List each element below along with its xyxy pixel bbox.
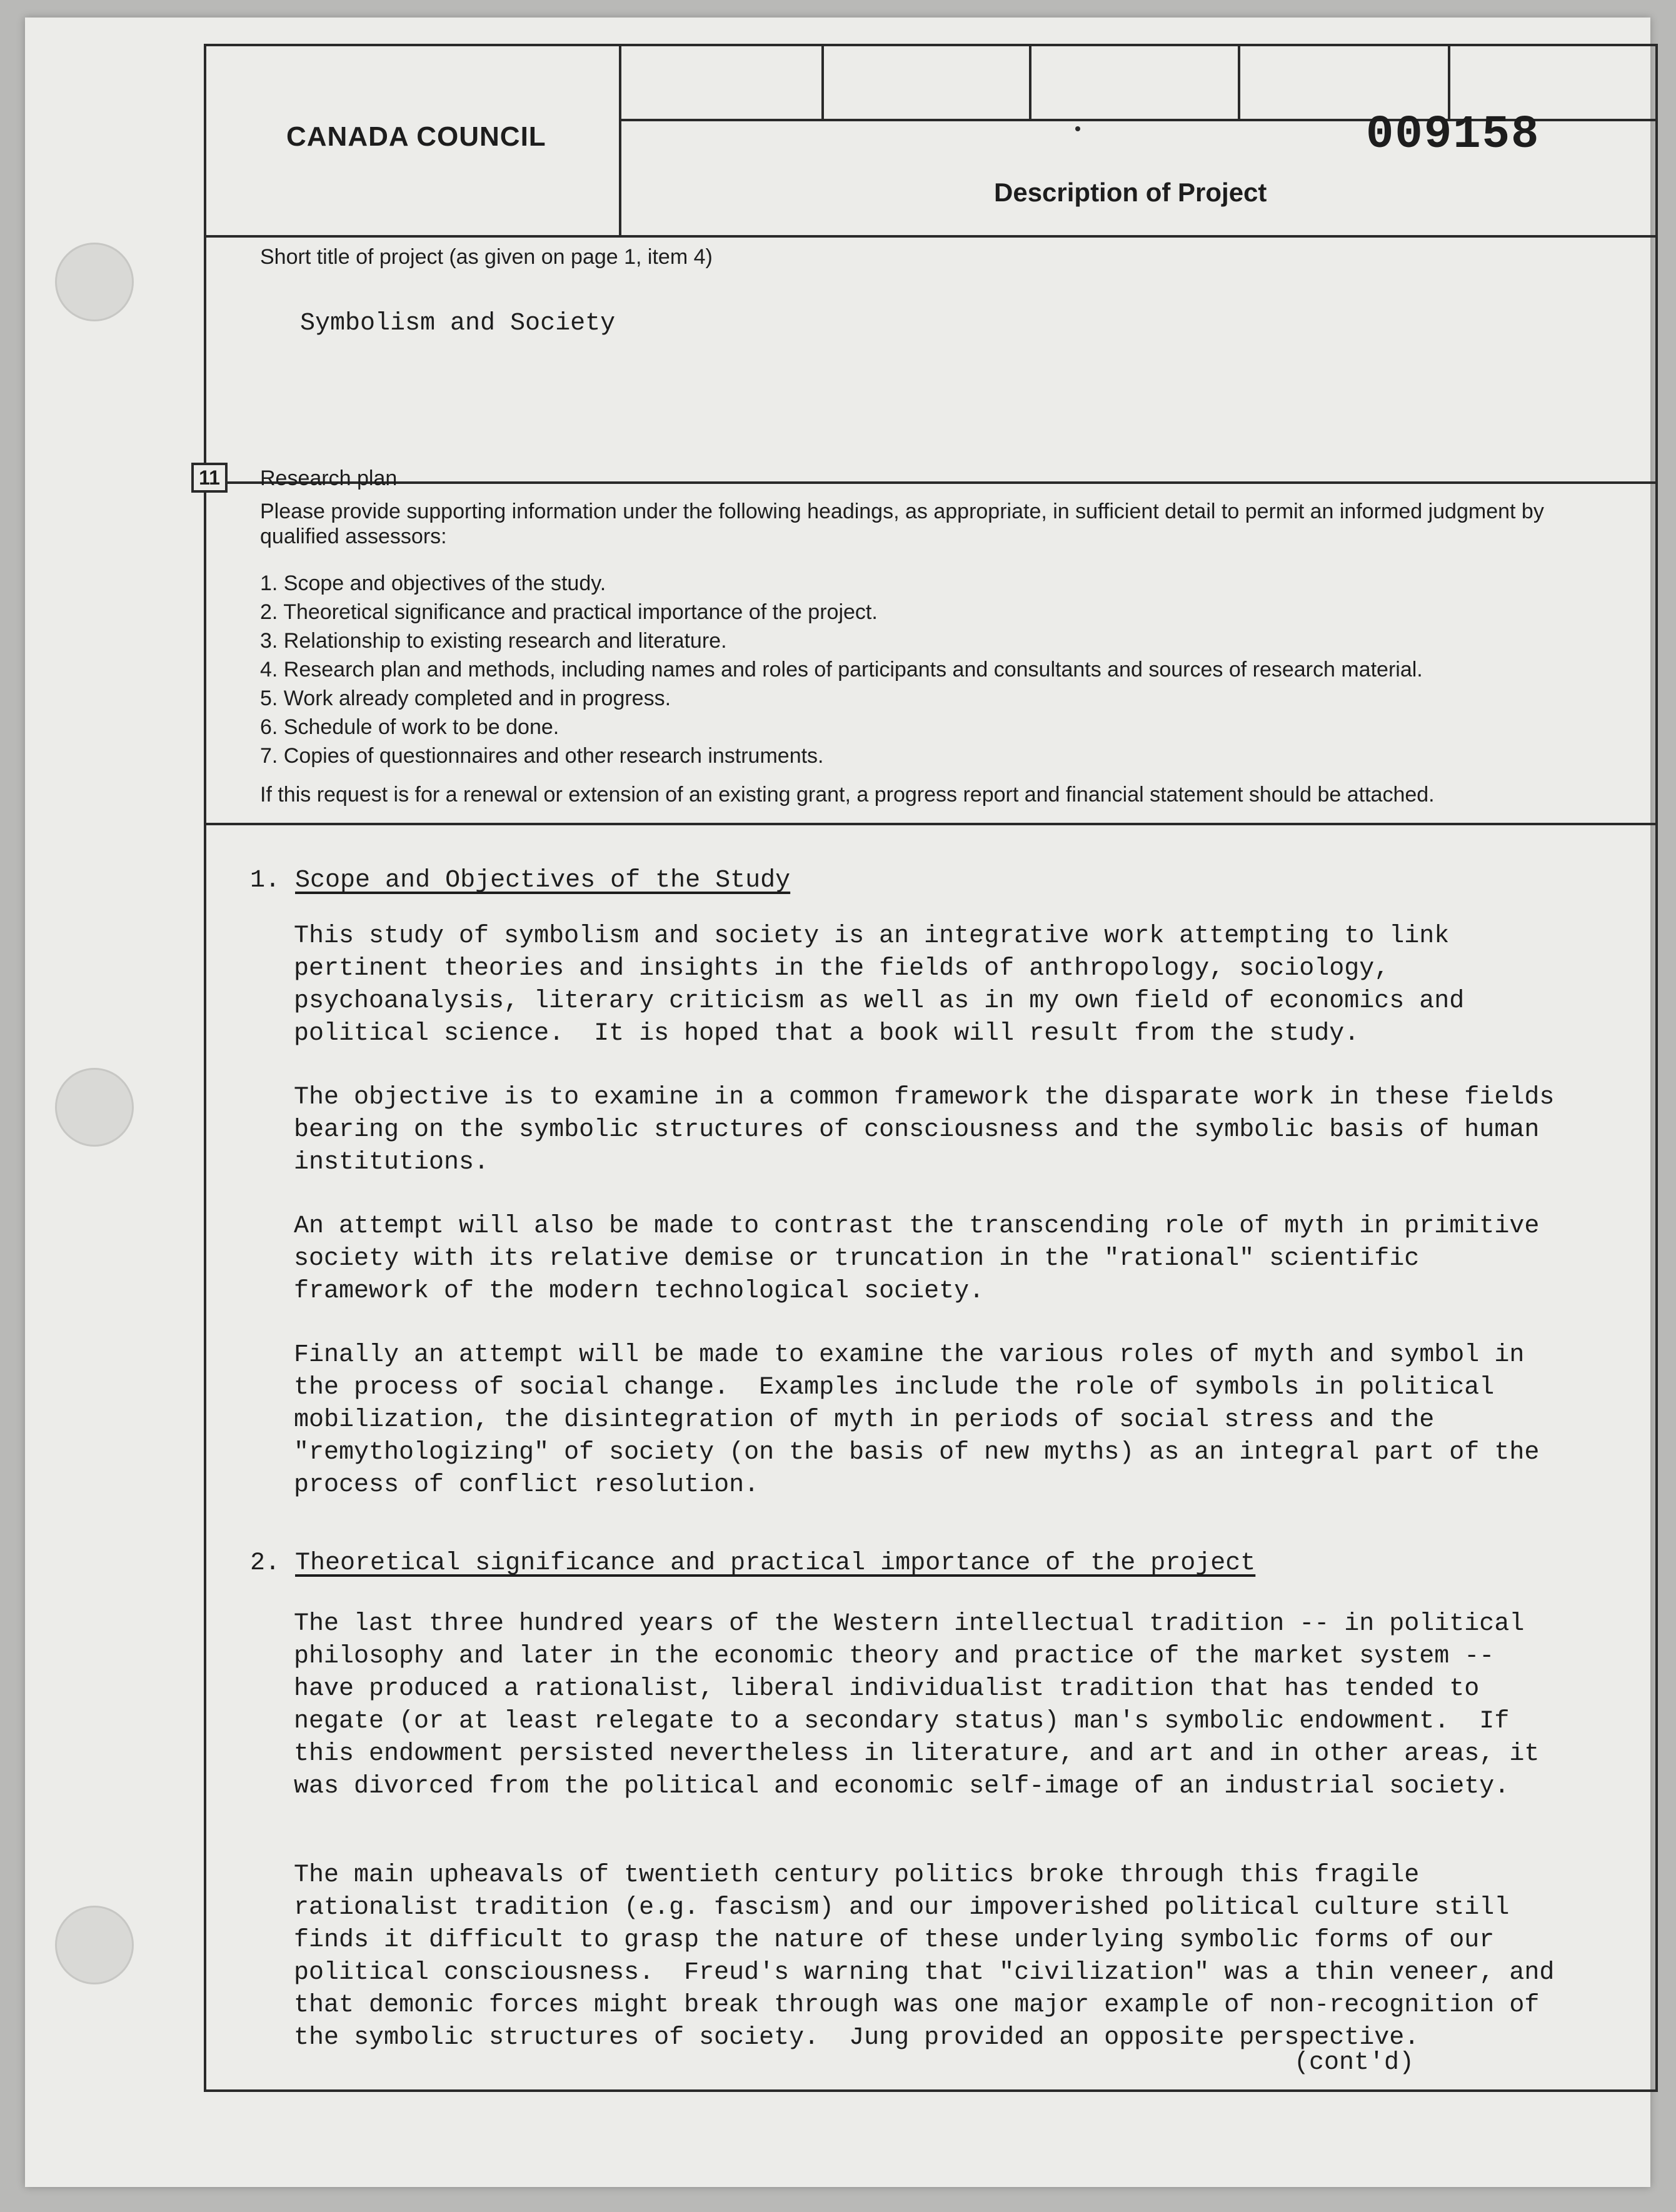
body-paragraph: Finally an attempt will be made to examine the various roles of myth and symbol in the process of social change. Examples include the role of symbols in political mobilization, the disintegration of myth in periods of social stress and the "remythologizing" of society (on the basis of new myths) as an integral part of the process of conflict resolution. <box>294 1341 1555 1499</box>
research-plan-label: Research plan <box>260 466 398 490</box>
section-title: Scope and Objectives of the Study <box>295 867 791 895</box>
header-bottom-rule <box>206 235 1658 238</box>
section-number: 1. <box>250 867 281 895</box>
form-number: 009158 <box>1366 109 1540 161</box>
short-title-value: Symbolism and Society <box>300 309 616 338</box>
organization-name: CANADA COUNCIL <box>286 121 546 152</box>
body-paragraph: This study of symbolism and society is an integrative work attempting to link pertinent theories and insights in the fields of anthropology, sociology, psychoanalysis, literary criticism as well as in my own field of economics and political science. It is hoped that a book will result from the study. <box>294 922 1480 1048</box>
short-title-bottom-rule <box>206 481 1658 484</box>
body-paragraph: An attempt will also be made to contrast the transcending role of myth in primitive society with its relative demise or truncation in the "rational" scientific framework of the modern technological society. <box>294 1212 1555 1305</box>
research-plan-item: 2. Theoretical significance and practical importance of the project. <box>260 600 878 624</box>
section-heading <box>250 1549 1255 1577</box>
header-divider <box>821 46 824 120</box>
item-number-box: 11 <box>191 463 228 493</box>
research-plan-intro: Please provide supporting information under the following headings, as appropriate, in sufficient detail to permit an informed judgment by qualified assessors: <box>260 500 1544 548</box>
header-dot <box>1075 126 1080 131</box>
research-plan-item: 3. Relationship to existing research and literature. <box>260 629 727 653</box>
renewal-note: If this request is for a renewal or extension of an existing grant, a progress report and financial statement should be attached. <box>260 783 1435 807</box>
research-plan-item: 1. Scope and objectives of the study. <box>260 571 606 595</box>
body-paragraph: The objective is to examine in a common framework the disparate work in these fields bearing on the symbolic structures of consciousness and the symbolic basis of human institutions. <box>294 1083 1570 1177</box>
document-page <box>25 18 1650 2187</box>
body-paragraph: The main upheavals of twentieth century politics broke through this fragile rationalist tradition (e.g. fascism) and our impoverished political culture still finds it difficult to grasp the nature of these underlying symbolic forms of our political consciousness. Freud's warning that "civilization" was a thin veneer, and that demonic forces might break through was one major example of non-recognition of the symbolic structures of society. Jung provided an opposite perspective. <box>294 1861 1570 2052</box>
research-plan-item: 6. Schedule of work to be done. <box>260 715 560 739</box>
form-title: Description of Project <box>994 178 1267 207</box>
research-plan-bottom-rule <box>206 823 1658 825</box>
research-plan-item: 4. Research plan and methods, including names and roles of participants and consultants and sources of research material. <box>260 658 1423 681</box>
header-divider <box>619 46 621 236</box>
section-title: Theoretical significance and practical importance of the project <box>295 1549 1256 1577</box>
short-title-label: Short title of project (as given on page 1, item 4) <box>260 245 713 269</box>
binder-hole <box>55 243 134 321</box>
section-heading <box>250 867 790 895</box>
header-divider <box>1238 46 1240 120</box>
research-plan-item: 5. Work already completed and in progress. <box>260 686 671 710</box>
continued-note: (cont'd) <box>1294 2049 1415 2077</box>
research-plan-item: 7. Copies of questionnaires and other research instruments. <box>260 744 824 768</box>
binder-hole <box>55 1068 134 1147</box>
application-form <box>199 44 1658 2092</box>
body-paragraph: The last three hundred years of the Western intellectual tradition -- in political philosophy and later in the economic theory and practice of the market system -- have produced a rationalist, liberal individualist tradition that has tended to negate (or at least relegate to a secondary status) man's symbolic endowment. If this endowment persisted nevertheless in literature, and art and in other areas, it was divorced from the political and economic self-image of an industrial society. <box>294 1610 1555 1801</box>
binder-hole <box>55 1906 134 1984</box>
research-plan-list <box>260 569 1423 770</box>
section-number: 2. <box>250 1549 281 1577</box>
header-divider <box>1029 46 1031 120</box>
